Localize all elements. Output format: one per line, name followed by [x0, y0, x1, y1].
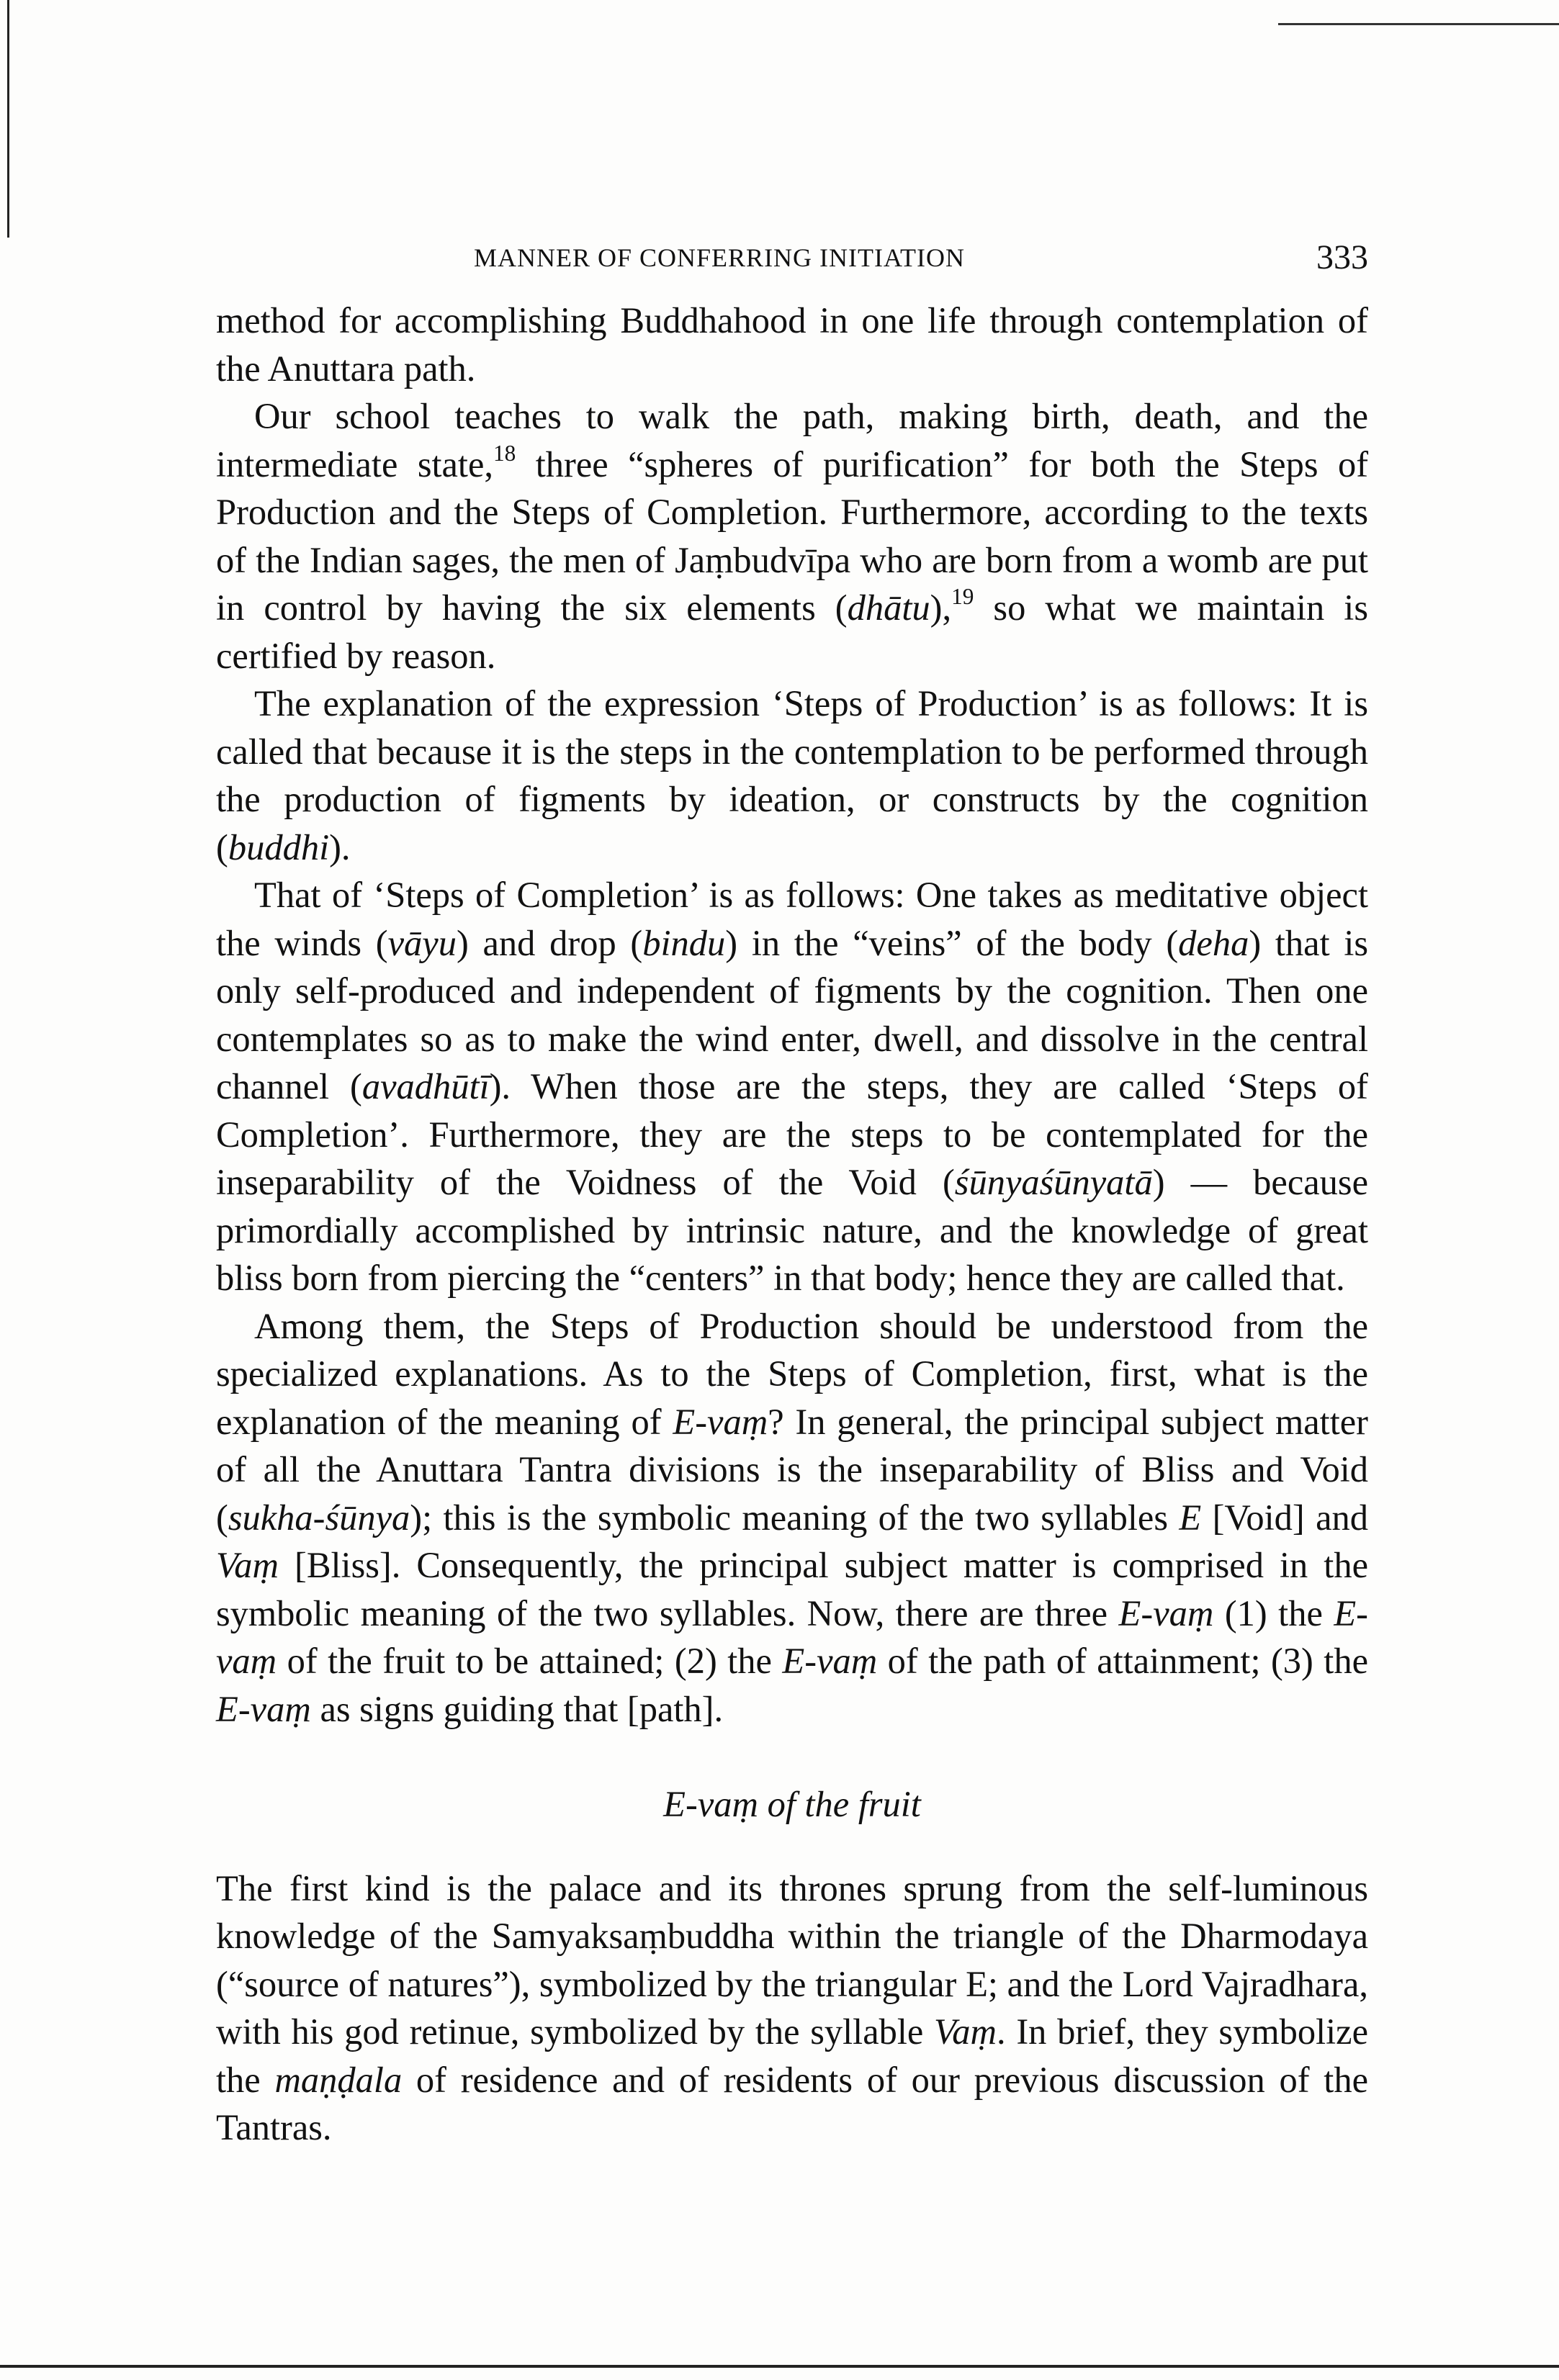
- text-run: of the path of attainment; (3) the: [877, 1641, 1368, 1681]
- italic-term: vāyu: [387, 922, 457, 963]
- italic-term: buddhi: [228, 826, 330, 867]
- text-run: three “spheres of purification” for both the Steps of Production and the Steps of Completion. Furthermore, according to the texts of the Indian sages, the men of Jaṃbudvīpa who are born from a womb are put in control by having the six elements (: [216, 443, 1369, 628]
- italic-term: deha: [1178, 922, 1249, 963]
- italic-term: E-vaṃ: [216, 1592, 1368, 1681]
- paragraph-6: [216, 1865, 1368, 2152]
- text-run: ). When those are the steps, they are called ‘Steps of Completion’. Furthermore, they are the steps to be contemplated for the inseparability of the Voidness of the Void (: [216, 1066, 1368, 1202]
- text-run: ); this is the symbolic meaning of the two syllables: [410, 1497, 1180, 1538]
- text-run: ) that is only self-produced and independent of figments by the cognition. Then one contemplates so as to make the wind enter, dwell, and dissolve in the central channel (: [216, 922, 1368, 1106]
- italic-term: dhātu: [847, 587, 930, 628]
- text-run: Our school teaches to walk the path, making birth, death, and the intermediate state,: [216, 396, 1368, 484]
- paragraph-3: [216, 680, 1368, 871]
- text-run: ) and drop (: [456, 922, 643, 963]
- italic-term: sukha-śūnya: [228, 1497, 410, 1538]
- text-run: method for accomplishing Buddhahood in one life through contemplation of the Anuttara path.: [216, 300, 1368, 389]
- text-run: ) — because primordially accomplished by intrinsic nature, and the knowledge of great bliss born from piercing the “centers” in that body; hence they are called that.: [216, 1162, 1368, 1298]
- italic-term: Vaṃ: [216, 1545, 279, 1585]
- text-run: of residence and of residents of our previous discussion of the Tantras.: [216, 2059, 1368, 2147]
- text-run: The explanation of the expression ‘Steps of Production’ is as follows: It is called that because it is the steps in the contemplation to be performed through the production of figments by ideation, or constructs by the cognition (: [216, 683, 1368, 867]
- footnote-ref: 19: [951, 584, 974, 610]
- section-heading: E-vaṃ of the fruit: [663, 1784, 921, 1824]
- italic-term: E-vaṃ: [216, 1688, 311, 1729]
- italic-term: avadhūtī: [361, 1066, 490, 1106]
- page-number: 333: [1316, 238, 1368, 276]
- text-run: Among them, the Steps of Production should be understood from the specialized explanations. As to the Steps of Completion, first, what is the explanation of the meaning of: [216, 1305, 1368, 1442]
- text-run: ),: [930, 587, 952, 628]
- paragraph-4: [216, 871, 1368, 1302]
- text-run: as signs guiding that [path].: [310, 1688, 724, 1729]
- scan-top-rule: [1278, 23, 1559, 25]
- italic-term: bindu: [642, 922, 726, 963]
- text-run: (1) the: [1213, 1592, 1334, 1633]
- text-run: . In brief, they symbolize the: [216, 2011, 1368, 2100]
- italic-term: E-vaṃ: [1118, 1592, 1214, 1633]
- text-run: [Void] and: [1201, 1497, 1368, 1538]
- text-run: That of ‘Steps of Completion’ is as follows: One takes as meditative object the winds (: [216, 875, 1368, 963]
- text-run: so what we maintain is certified by reason.: [216, 587, 1368, 676]
- italic-term: E-vaṃ: [673, 1401, 768, 1442]
- paragraph-2: [216, 392, 1368, 680]
- italic-term: śūnyaśūnyatā: [954, 1162, 1153, 1202]
- italic-term: E: [1179, 1497, 1202, 1538]
- running-head: [216, 236, 1368, 279]
- running-title: MANNER OF CONFERRING INITIATION: [474, 243, 965, 272]
- italic-term: E-vaṃ: [782, 1641, 878, 1681]
- text-run: ? In general, the principal subject matter of all the Anuttara Tantra divisions is the inseparability of Bliss and Void (: [216, 1401, 1368, 1538]
- text-run: [Bliss]. Consequently, the principal subject matter is comprised in the symbolic meaning of the two syllables. Now, there are three: [216, 1545, 1368, 1633]
- paragraph-5: [216, 1302, 1368, 1734]
- italic-term: maṇḍala: [274, 2059, 403, 2100]
- italic-term: Vaṃ: [934, 2011, 997, 2052]
- text-run: of the fruit to be attained; (2) the: [277, 1641, 783, 1681]
- text-run: The first kind is the palace and its thrones sprung from the self-luminous knowledge of the Samyaksaṃbuddha within the triangle of the Dharmodaya (“source of natures”), symbolized by the triangular E; and the Lord Vajradhara, with his god retinue, symbolized by the syllable: [216, 1867, 1368, 2052]
- footnote-ref: 18: [493, 440, 516, 466]
- scan-edge-artifact: [7, 0, 9, 238]
- paragraph-1: [216, 297, 1368, 392]
- text-run: ) in the “veins” of the body (: [725, 922, 1179, 963]
- body-text: [216, 297, 1368, 2152]
- text-run: ).: [329, 826, 351, 867]
- scan-bottom-rule: [0, 2365, 1559, 2368]
